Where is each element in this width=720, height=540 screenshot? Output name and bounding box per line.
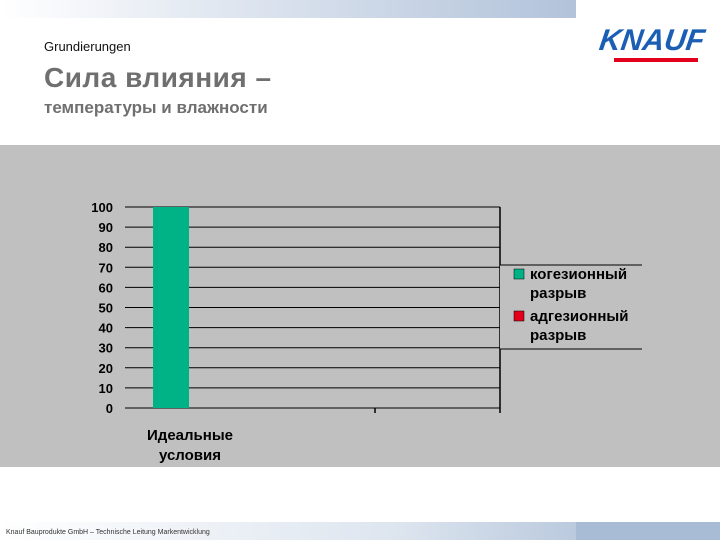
legend-swatch [514,269,524,279]
legend-label-line: адгезионный [530,308,629,325]
y-tick-label: 10 [98,380,113,396]
page-title: Сила влияния – [44,62,272,93]
page-subtitle: температуры и влажности [44,98,268,117]
knauf-logo [597,12,707,66]
legend-label-line: разрыв [530,327,587,344]
y-tick-label: 20 [98,360,113,376]
y-tick-label: 70 [98,260,113,276]
legend-swatch [514,311,524,321]
footer-text: Knauf Bauprodukte GmbH – Technische Leitung Markentwicklung [6,529,210,536]
y-tick-label: 50 [98,300,113,316]
y-tick-label: 0 [105,401,113,416]
chart-area [0,145,720,467]
y-tick-label: 30 [98,340,113,356]
section-subject: Grundierungen [44,39,131,54]
legend-label-line: когезионный [530,266,628,283]
category-label-line: условия [159,447,221,464]
bar-cohesion [153,207,189,408]
y-tick-label: 40 [98,320,113,336]
y-tick-label: 60 [98,280,113,296]
legend-label-line: разрыв [530,285,587,302]
bar-chart [0,145,720,467]
svg-text:KNAUF: KNAUF [597,24,707,57]
y-tick-label: 90 [98,220,113,236]
y-tick-label: 80 [98,240,113,256]
header-gradient-bar [0,0,576,18]
footer-right-block [576,522,720,540]
category-label-line: Идеальные [147,427,233,444]
y-tick-label: 100 [91,200,113,215]
